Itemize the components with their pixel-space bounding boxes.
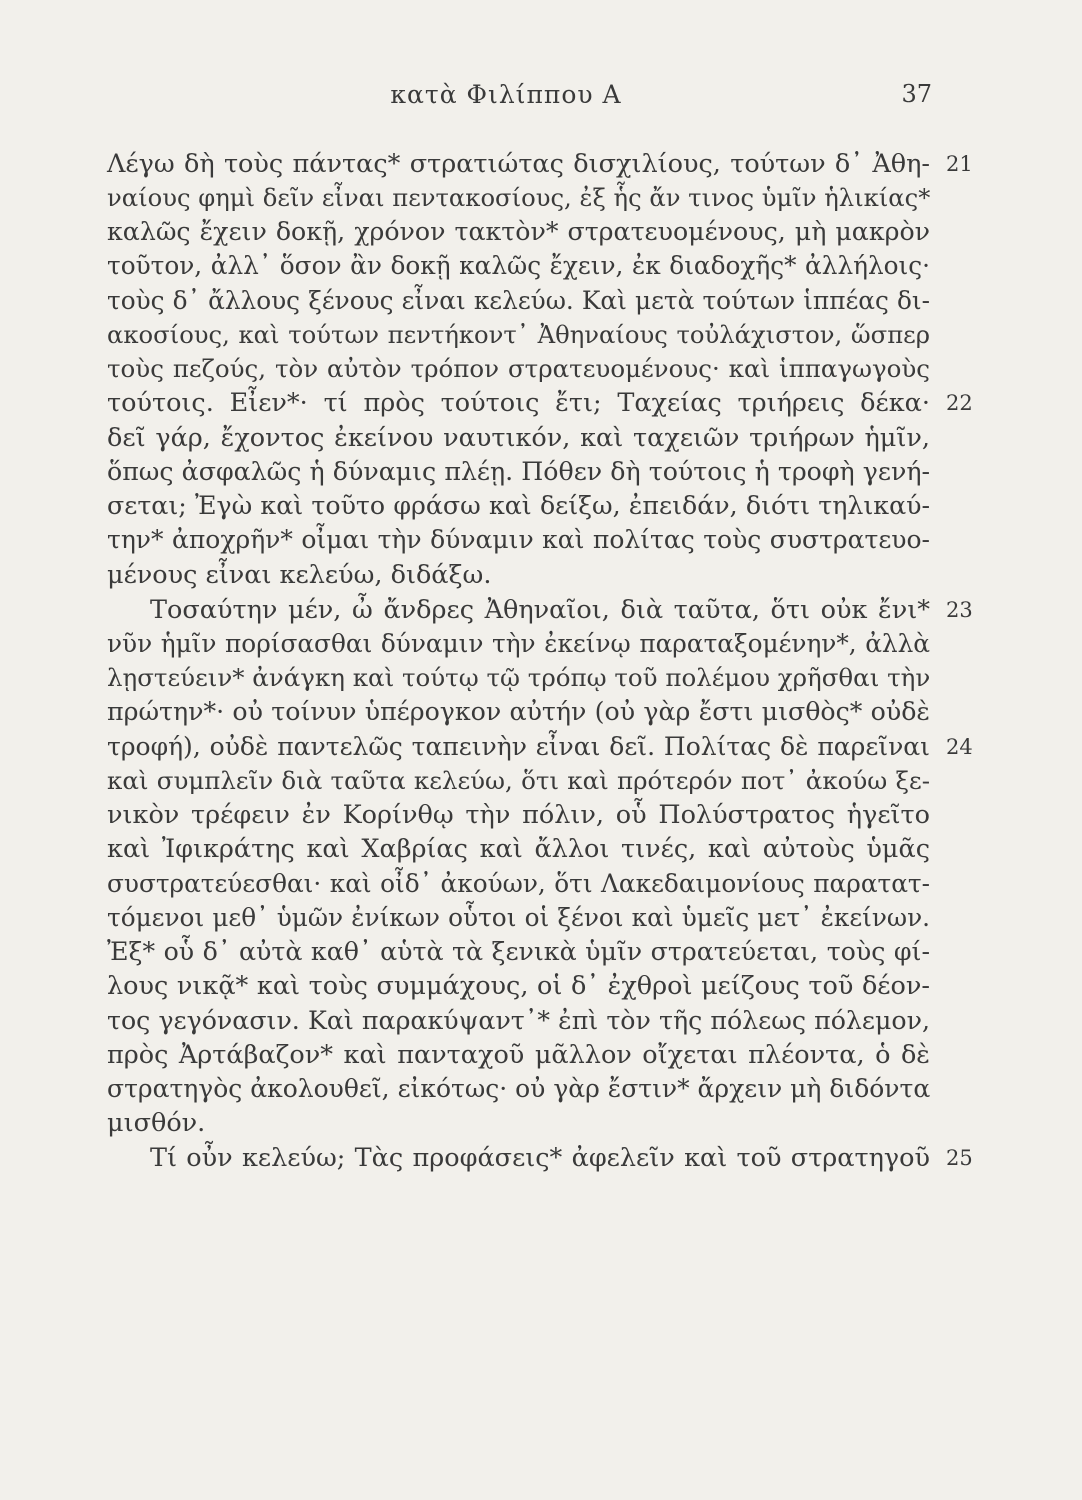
section-number: 22	[946, 391, 973, 415]
text-line: μένους εἶναι κελεύω, διδάξω.	[107, 560, 492, 590]
text-line: τόμενοι μεθ᾽ ὑμῶν ἐνίκων οὗτοι οἱ ξένοι καὶ ὑμεῖς μετ᾽ ἐκείνων.	[107, 903, 930, 932]
text-line: τροφή), οὐδὲ παντελῶς ταπεινὴν εἶναι δεῖ. Πολίτας δὲ παρεῖναι	[107, 732, 930, 761]
section-number: 24	[946, 735, 973, 759]
section-number: 21	[946, 152, 973, 176]
text-line: Τοσαύτην μέν, ὦ ἄνδρες Ἀθηναῖοι, διὰ ταῦτα, ὅτι οὐκ ἔνι*	[150, 595, 930, 625]
text-line: πρὸς Ἀρτάβαζον* καὶ πανταχοῦ μᾶλλον οἴχεται πλέοντα, ὁ δὲ	[107, 1040, 930, 1070]
text-line: συστρατεύεσθαι· καὶ οἶδ᾽ ἀκούων, ὅτι Λακεδαιμονίους παρατατ-	[107, 869, 930, 898]
text-line: νικὸν τρέφειν ἐν Κορίνθῳ τὴν πόλιν, οὗ Πολύστρατος ἡγεῖτο	[107, 800, 930, 830]
section-number: 25	[946, 1146, 973, 1170]
text-line: ακοσίους, καὶ τούτων πεντήκοντ᾽ Ἀθηναίους τοὐλάχιστον, ὥσπερ	[107, 320, 930, 349]
text-line: τούτοις. Εἶεν*· τί πρὸς τούτοις ἔτι; Ταχείας τριήρεις δέκα·	[107, 388, 930, 418]
text-line: τοὺς πεζούς, τὸν αὐτὸν τρόπον στρατευομένους· καὶ ἱππαγωγοὺς	[107, 354, 930, 383]
text-line: την* ἀποχρῆν* οἶμαι τὴν δύναμιν καὶ πολίτας τοὺς συστρατευο-	[107, 525, 930, 554]
text-line: καὶ συμπλεῖν διὰ ταῦτα κελεύω, ὅτι καὶ πρότερόν ποτ᾽ ἀκούω ξε-	[107, 766, 930, 795]
page-number: 37	[901, 80, 932, 108]
text-line: Λέγω δὴ τοὺς πάντας* στρατιώτας δισχιλίους, τούτων δ᾽ Ἀθη-	[107, 149, 930, 179]
text-line: καὶ Ἰφικράτης καὶ Χαβρίας καὶ ἄλλοι τινές, καὶ αὐτοὺς ὑμᾶς	[107, 834, 930, 864]
text-line: Ἐξ* οὗ δ᾽ αὐτὰ καθ᾽ αὑτὰ τὰ ξενικὰ ὑμῖν στρατεύεται, τοὺς φί-	[107, 937, 930, 966]
text-line: καλῶς ἔχειν δοκῇ, χρόνον τακτὸν* στρατευομένους, μὴ μακρὸν	[107, 217, 930, 246]
text-line: ναίους φημὶ δεῖν εἶναι πεντακοσίους, ἐξ ἧς ἄν τινος ὑμῖν ἡλικίας*	[107, 183, 931, 212]
text-line: νῦν ἡμῖν πορίσασθαι δύναμιν τὴν ἐκείνῳ παραταξομένην*, ἀλλὰ	[107, 629, 930, 658]
section-number: 23	[946, 598, 973, 622]
text-line: δεῖ γάρ, ἔχοντος ἐκείνου ναυτικόν, καὶ ταχειῶν τριήρων ἡμῖν,	[107, 423, 930, 453]
text-line: Τί οὖν κελεύω; Τὰς προφάσεις* ἀφελεῖν καὶ τοῦ στρατηγοῦ	[150, 1143, 930, 1173]
text-line: λῃστεύειν* ἀνάγκη καὶ τούτῳ τῷ τρόπῳ τοῦ πολέμου χρῆσθαι τὴν	[107, 663, 931, 692]
text-line: λους νικᾷ* καὶ τοὺς συμμάχους, οἱ δ᾽ ἐχθροὶ μείζους τοῦ δέον-	[107, 971, 930, 1001]
text-line: τος γεγόνασιν. Καὶ παρακύψαντ᾽* ἐπὶ τὸν τῆς πόλεως πόλεμον,	[107, 1006, 930, 1035]
text-line: πρώτην*· οὐ τοίνυν ὑπέρογκον αὐτήν (οὐ γὰρ ἔστι μισθὸς* οὐδὲ	[107, 697, 930, 726]
text-line: μισθόν.	[107, 1108, 206, 1138]
text-line: στρατηγὸς ἀκολουθεῖ, εἰκότως· οὐ γὰρ ἔστιν* ἄρχειν μὴ διδόντα	[107, 1074, 931, 1103]
running-title: κατὰ Φιλίππου Α	[390, 80, 622, 109]
text-line: τοὺς δ᾽ ἄλλους ξένους εἶναι κελεύω. Καὶ μετὰ τούτων ἱππέας δι-	[107, 286, 930, 315]
text-line: σεται; Ἐγὼ καὶ τοῦτο φράσω καὶ δείξω, ἐπειδάν, διότι τηλικαύ-	[107, 491, 930, 520]
text-line: τοῦτον, ἀλλ᾽ ὅσον ἂν δοκῇ καλῶς ἔχειν, ἐκ διαδοχῆς* ἀλλήλοις·	[107, 251, 930, 280]
text-line: ὅπως ἀσφαλῶς ἡ δύναμις πλέῃ. Πόθεν δὴ τούτοις ἡ τροφὴ γενή-	[107, 457, 930, 486]
